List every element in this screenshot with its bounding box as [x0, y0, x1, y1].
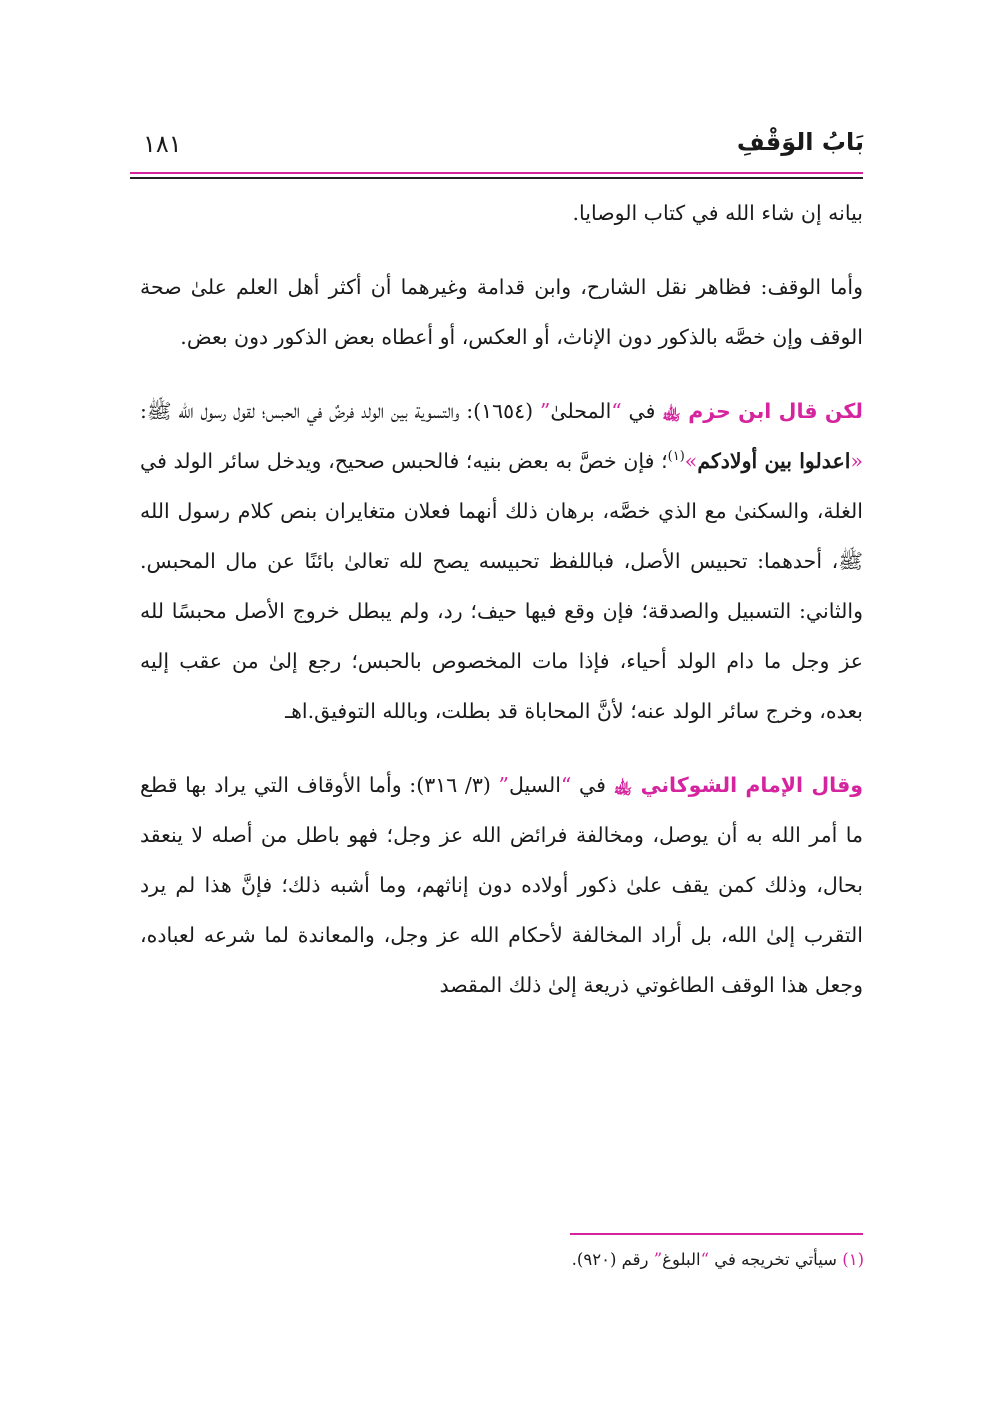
footnote-text-b: رقم (٩٢٠).	[571, 1250, 654, 1269]
footnote-text-a: سيأتي تخريجه في	[709, 1250, 843, 1269]
quote-close-mark: ”	[539, 399, 551, 423]
paragraph-3-text-a: في	[621, 399, 663, 423]
paragraph-4-text-b: (٣/ ٣١٦): وأما الأوقاف التي يراد بها قطع ما أمر الله به أن يوصل، ومخالفة فرائض الله عز وجل؛ فهو باطل من أصله لا ينعقد بحال، وذلك كمن يقف علىٰ ذكور أولاده دون إناثهم، وما أشبه ذلك؛ فإنَّ هذا لم يرد التقرب إلىٰ الله، بل أراد المخالفة لأحكام الله عز وجل، والمعاندة لما شرعه لعباده، وجعل هذا الوقف الطاغوتي ذريعة إلىٰ ذلك المقصد	[140, 773, 863, 997]
header-rule-dark	[130, 177, 863, 179]
book-title-muhalla: المحلىٰ	[550, 399, 612, 423]
header-rule-accent	[130, 172, 863, 174]
paragraph-3-text-c: ؛ فإن خصَّ به بعض بنيه؛ فالحبس صحيح، ويدخل سائر الولد في الغلة، والسكنىٰ مع الذي خصَّه، برهان ذلك أنهما فعلان متغايران بنص كلام رسول الله ﷺ، أحدهما: تحبيس الأصل، فباللفظ تحبيسه يصح لله تعالىٰ بائنًا عن مال المحبس. والثاني: التسبيل والصدقة؛ فإن وقع فيها حيف؛ رد، ولم يبطل خروج الأصل محبسًا لله عز وجل ما دام الولد أحياء، فإذا مات المخصوص بالحبس؛ رجع إلىٰ من عقب إليه بعده، وخرج سائر الولد عنه؛ لأنَّ المحاباة قد بطلت، وبالله التوفيق.اهـ	[140, 449, 863, 723]
paragraph-3	[140, 386, 863, 736]
paragraph-3-text-b: (١٦٥٤): والتسوية بين الولد فرضٌ في الحبس؛ لقول رسول الله ﷺ:	[140, 399, 540, 423]
quote-open-mark: “	[700, 1250, 710, 1269]
footnote-rule	[570, 1233, 863, 1235]
footnote-number: (١)	[842, 1250, 864, 1269]
paragraph-2: وأما الوقف: فظاهر نقل الشارح، وابن قدامة وغيرهما أن أكثر أهل العلم علىٰ صحة الوقف وإن خصَّه بالذكور دون الإناث، أو العكس، أو أعطاه بعض الذكور دون بعض.	[140, 275, 863, 349]
hadith-open-mark: «	[850, 449, 863, 473]
hadith-text: اعدلوا بين أولادكم	[697, 449, 851, 473]
paragraph-1: بيانه إن شاء الله في كتاب الوصايا.	[572, 201, 863, 225]
speaker-shawkani: وقال الإمام الشوكاني ﵀	[613, 773, 864, 797]
quote-open-mark: “	[611, 399, 622, 423]
chapter-title: بَابُ الوَقْفِ	[736, 128, 864, 156]
footnote-reference: (١)	[667, 449, 685, 465]
footnote-book-title: البلوغ	[662, 1250, 701, 1269]
paragraph-4	[140, 760, 863, 1010]
hadith-close-mark: »	[684, 449, 698, 473]
book-title-sayl: السيل	[508, 773, 561, 797]
main-text	[140, 188, 863, 1010]
quote-open-mark: “	[560, 773, 572, 797]
quote-close-mark: ”	[498, 773, 509, 797]
speaker-ibn-hazm: لكن قال ابن حزم ﵀	[662, 399, 864, 423]
quote-close-mark: ”	[653, 1250, 663, 1269]
paragraph-4-text-a: في	[571, 773, 614, 797]
footnote	[572, 1250, 864, 1269]
page-number: ١٨١	[143, 130, 182, 158]
